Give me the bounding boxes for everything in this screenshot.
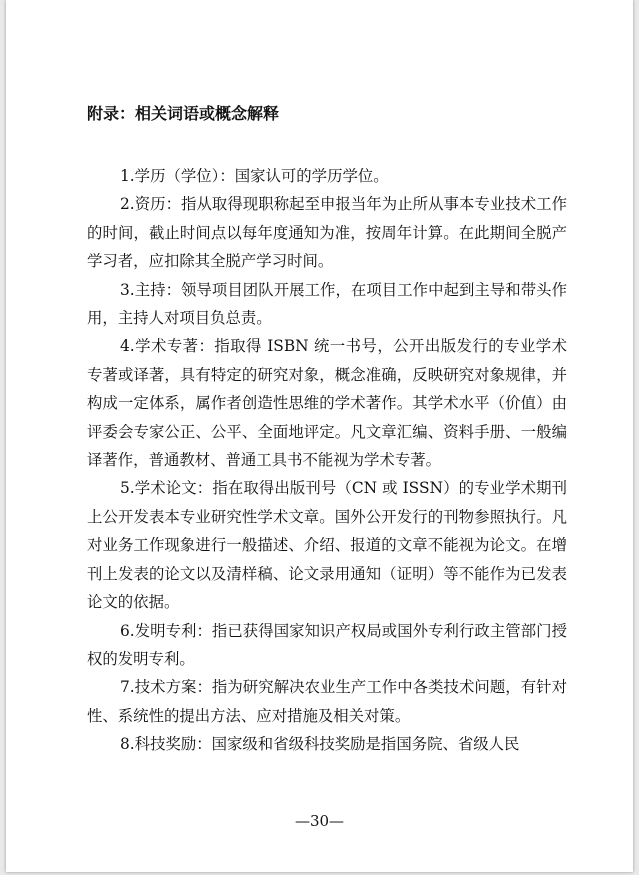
paragraph-monograph: 4.学术专著：指取得 ISBN 统一书号，公开出版发行的专业学术专著或译著，具有特定的研究对象，概念准确，反映研究对象规律，并构成一定体系，属作者创造性思维的学术著作。其学术水平（价值）由评委会专家公正、公平、全面地评定。凡文章汇编、资料手册、一般编译著作，普通教材、普通工具书不能视为学术专著。 [87,337,567,470]
paragraph-paper: 5.学术论文：指在取得出版刊号（CN 或 ISSN）的专业学术期刊上公开发表本专业研究性学术文章。国外公开发行的刊物参照执行。凡对业务工作现象进行一般描述、介绍、报道的文章不能视为论文。在增刊上发表的论文以及清样稿、论文录用通知（证明）等不能作为已发表论文的依据。 [87,479,567,612]
paragraph-host: 3.主持：领导项目团队开展工作，在项目工作中起到主导和带头作用，主持人对项目负总责。 [87,280,567,328]
paragraph-patent: 6.发明专利：指已获得国家知识产权局或国外专利行政主管部门授权的发明专利。 [87,621,567,668]
definitions-body [87,162,567,759]
page-number: —30— [294,812,345,830]
paragraph-seniority: 2.资历：指从取得现职称起至申报当年为止所从事本专业技术工作的时间，截止时间点以每年度通知为准，按周年计算。在此期间全脱产学习者，应扣除其全脱产学习时间。 [87,195,567,271]
paragraph-award: 8.科技奖励：国家级和省级科技奖励是指国务院、省级人民 [120,735,520,754]
paragraph-tech-plan: 7.技术方案：指为研究解决农业生产工作中各类技术问题，有针对性、系统性的提出方法、应对措施及相关对策。 [87,678,567,725]
document-page [6,0,633,872]
paragraph-education: 1.学历（学位）：国家认可的学历学位。 [120,167,389,185]
appendix-heading: 附录：相关词语或概念解释 [87,104,280,123]
